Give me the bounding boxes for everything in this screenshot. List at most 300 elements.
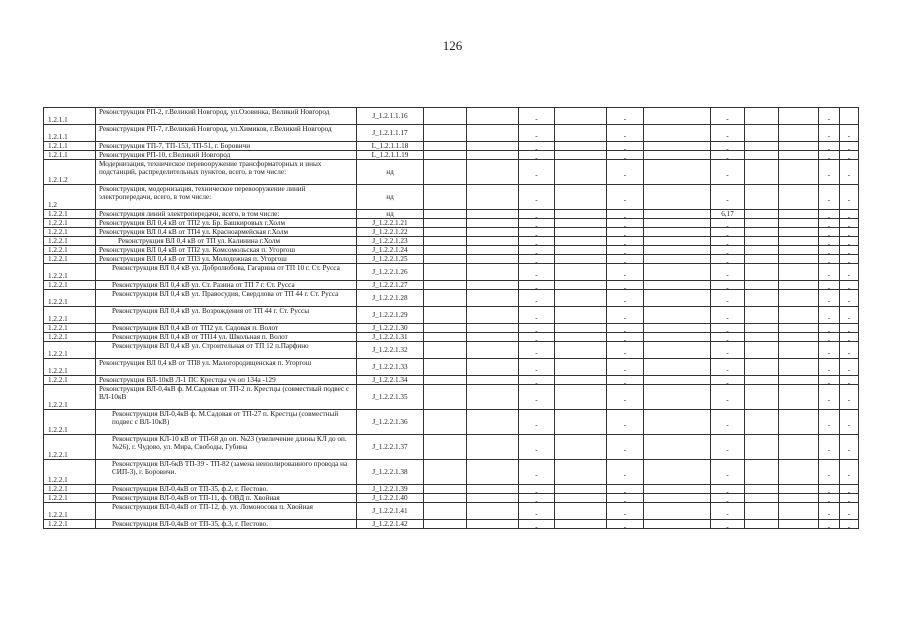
value-cell — [555, 307, 607, 324]
value-cell — [745, 108, 779, 125]
value-cell — [424, 228, 467, 237]
cell-value: - — [535, 523, 538, 529]
value-cell — [607, 108, 644, 125]
cell-value: - — [847, 171, 851, 179]
value-cell — [424, 125, 467, 142]
value-cell — [424, 290, 467, 307]
cell-value: - — [535, 258, 538, 264]
row-id: J_1.2.2.1.35 — [357, 385, 424, 410]
value-cell — [467, 485, 519, 494]
table-row — [44, 385, 859, 410]
value-cell — [467, 237, 519, 246]
row-code: 1.2.2.1 — [44, 485, 96, 494]
row-name: Реконструкция ВЛ 0,4 кВ ул. Добролюбова, Гагарина от ТП 10 г. Ст. Русса — [96, 264, 357, 281]
value-cell — [745, 125, 779, 142]
table-row — [44, 290, 859, 307]
value-cell — [467, 160, 519, 185]
value-cell — [644, 485, 711, 494]
cell-value: - — [623, 336, 627, 342]
cell-value: - — [623, 314, 627, 322]
value-cell — [644, 520, 711, 529]
value-cell — [555, 255, 607, 264]
cell-value: - — [827, 145, 831, 151]
value-cell — [745, 385, 779, 410]
cell-value: - — [535, 171, 538, 179]
value-cell — [644, 281, 711, 290]
value-cell — [424, 160, 467, 185]
value-cell — [607, 385, 644, 410]
cell-value: - — [726, 421, 729, 429]
value-cell — [555, 281, 607, 290]
value-cell — [840, 237, 859, 246]
cell-value: - — [623, 284, 627, 290]
value-cell — [644, 460, 711, 485]
value-cell — [779, 435, 819, 460]
value-cell — [745, 333, 779, 342]
value-cell — [745, 410, 779, 435]
row-id: J_1.2.2.1.28 — [357, 290, 424, 307]
value-cell — [467, 324, 519, 333]
row-code: 1.2.2.1 — [44, 359, 96, 376]
value-cell — [745, 460, 779, 485]
row-name: Реконструкция ВЛ-0,4кВ от ТП-35, ф.3, г. Пестово. — [96, 520, 357, 529]
cell-value: - — [847, 366, 851, 374]
row-name: Реконструкция ВЛ 0,4 кВ от ТП8 ул. Малогородищенская п. Угоргош — [96, 359, 357, 376]
cell-value: - — [623, 240, 627, 246]
row-id: нд — [357, 185, 424, 210]
value-cell — [819, 307, 840, 324]
table-row — [44, 219, 859, 228]
value-cell — [467, 185, 519, 210]
value-cell — [607, 246, 644, 255]
cell-value: - — [827, 213, 831, 219]
value-cell — [519, 520, 555, 529]
value-cell — [711, 485, 745, 494]
value-cell — [519, 485, 555, 494]
table-row — [44, 228, 859, 237]
cell-value: - — [726, 314, 729, 322]
row-id: J_1.2.2.1.24 — [357, 246, 424, 255]
row-code: 1.2.2.1 — [44, 210, 96, 219]
cell-value: - — [726, 446, 729, 454]
value-cell — [555, 333, 607, 342]
value-cell — [555, 385, 607, 410]
value-cell — [467, 307, 519, 324]
value-cell — [779, 255, 819, 264]
value-cell — [779, 410, 819, 435]
value-cell — [467, 255, 519, 264]
value-cell — [607, 324, 644, 333]
cell-value: - — [535, 497, 538, 503]
value-cell — [745, 376, 779, 385]
cell-value: - — [847, 510, 851, 518]
value-cell — [467, 410, 519, 435]
cell-value: - — [847, 471, 851, 479]
value-cell — [555, 494, 607, 503]
value-cell — [745, 281, 779, 290]
cell-value: - — [847, 446, 851, 454]
value-cell — [819, 376, 840, 385]
value-cell — [819, 108, 840, 125]
value-cell — [819, 342, 840, 359]
cell-value: - — [827, 471, 831, 479]
value-cell — [745, 494, 779, 503]
row-name: Реконструкция линий электропередачи, всего, в том числе: — [96, 210, 357, 219]
value-cell — [644, 219, 711, 228]
value-cell — [519, 255, 555, 264]
row-name: Реконструкция ВЛ-0,4кВ от ТП-35, ф.2, г. Пестово. — [96, 485, 357, 494]
cell-value: - — [535, 349, 538, 357]
row-name: Реконструкция ВЛ-6кВ ТП-39 - ТП-82 (замена неизолированного провода на СИП-3), г. Боровичи. — [96, 460, 357, 485]
value-cell — [840, 281, 859, 290]
row-code: 1.2.2.1 — [44, 255, 96, 264]
cell-value: - — [726, 271, 729, 279]
value-cell — [424, 385, 467, 410]
value-cell — [607, 255, 644, 264]
value-cell — [745, 324, 779, 333]
value-cell — [607, 151, 644, 160]
value-cell — [644, 333, 711, 342]
value-cell — [424, 324, 467, 333]
value-cell — [607, 142, 644, 151]
cell-value: 6,17 — [721, 210, 734, 218]
value-cell — [779, 385, 819, 410]
row-id: J_1.2.2.1.25 — [357, 255, 424, 264]
value-cell — [424, 359, 467, 376]
value-cell — [711, 307, 745, 324]
value-cell — [840, 385, 859, 410]
value-cell — [819, 520, 840, 529]
value-cell — [644, 142, 711, 151]
cell-value: - — [827, 421, 831, 429]
value-cell — [644, 307, 711, 324]
row-name: Модернизация, техническое перевооружение трансформаторных и иных подстанций, распределительных пунктов, всего, в том числе: — [96, 160, 357, 185]
value-cell — [519, 160, 555, 185]
value-cell — [644, 185, 711, 210]
row-code: 1.2.2.1 — [44, 281, 96, 290]
row-code: 1.2.2.1 — [44, 264, 96, 281]
value-cell — [819, 494, 840, 503]
row-name: Реконструкция ВЛ 0,4 кВ от ТП14 ул. Школьная п. Волот — [96, 333, 357, 342]
value-cell — [519, 228, 555, 237]
table-row — [44, 503, 859, 520]
value-cell — [779, 210, 819, 219]
value-cell — [644, 108, 711, 125]
value-cell — [819, 160, 840, 185]
value-cell — [745, 435, 779, 460]
value-cell — [779, 342, 819, 359]
table-row — [44, 151, 859, 160]
value-cell — [519, 185, 555, 210]
value-cell — [519, 435, 555, 460]
value-cell — [745, 237, 779, 246]
value-cell — [467, 219, 519, 228]
row-id: L_1.2.1.1.18 — [357, 142, 424, 151]
value-cell — [745, 151, 779, 160]
value-cell — [424, 237, 467, 246]
value-cell — [519, 281, 555, 290]
cell-value: - — [535, 396, 538, 404]
row-code: 1.2.1.1 — [44, 108, 96, 125]
value-cell — [607, 460, 644, 485]
table-row — [44, 185, 859, 210]
value-cell — [607, 210, 644, 219]
value-cell — [555, 410, 607, 435]
table-row — [44, 324, 859, 333]
row-code: 1.2.1.1 — [44, 151, 96, 160]
value-cell — [519, 210, 555, 219]
row-id: J_1.2.2.1.22 — [357, 228, 424, 237]
value-cell — [424, 246, 467, 255]
value-cell — [467, 142, 519, 151]
value-cell — [607, 125, 644, 142]
cell-value: - — [847, 154, 851, 160]
value-cell — [745, 160, 779, 185]
row-code: 1.2.2.1 — [44, 228, 96, 237]
cell-value: - — [726, 249, 729, 255]
row-id: J_1.2.2.1.30 — [357, 324, 424, 333]
cell-value: - — [623, 497, 627, 503]
cell-value: - — [827, 231, 831, 237]
cell-value: - — [726, 336, 729, 342]
value-cell — [519, 324, 555, 333]
cell-value: - — [535, 196, 538, 204]
cell-value: - — [827, 284, 831, 290]
cell-value: - — [535, 379, 538, 385]
value-cell — [519, 307, 555, 324]
value-cell — [711, 520, 745, 529]
cell-value: - — [535, 471, 538, 479]
cell-value: - — [535, 240, 538, 246]
value-cell — [711, 246, 745, 255]
row-code: 1.2.2.1 — [44, 494, 96, 503]
value-cell — [467, 125, 519, 142]
value-cell — [745, 219, 779, 228]
value-cell — [745, 520, 779, 529]
value-cell — [711, 460, 745, 485]
cell-value: - — [827, 115, 831, 123]
value-cell — [467, 494, 519, 503]
value-cell — [519, 125, 555, 142]
row-name: Реконструкция, модернизация, техническое перевооружение линий электропередачи, всего, в том числе: — [96, 185, 357, 210]
cell-value: - — [827, 222, 831, 228]
row-id: нд — [357, 160, 424, 185]
value-cell — [711, 359, 745, 376]
value-cell — [840, 210, 859, 219]
value-cell — [424, 520, 467, 529]
row-id: J_1.2.2.1.27 — [357, 281, 424, 290]
cell-value: - — [827, 488, 831, 494]
value-cell — [467, 151, 519, 160]
value-cell — [467, 210, 519, 219]
value-cell — [840, 460, 859, 485]
value-cell — [711, 376, 745, 385]
value-cell — [711, 333, 745, 342]
table-row — [44, 246, 859, 255]
value-cell — [467, 228, 519, 237]
value-cell — [607, 160, 644, 185]
value-cell — [467, 264, 519, 281]
value-cell — [607, 333, 644, 342]
value-cell — [840, 333, 859, 342]
value-cell — [819, 503, 840, 520]
row-code: 1.2.2.1 — [44, 324, 96, 333]
cell-value: - — [535, 249, 538, 255]
value-cell — [779, 185, 819, 210]
table-row — [44, 281, 859, 290]
value-cell — [711, 210, 745, 219]
cell-value: - — [726, 171, 729, 179]
value-cell — [644, 228, 711, 237]
value-cell — [424, 333, 467, 342]
cell-value: - — [623, 258, 627, 264]
value-cell — [779, 264, 819, 281]
cell-value: - — [847, 379, 851, 385]
row-id: J_1.2.2.1.29 — [357, 307, 424, 324]
value-cell — [555, 376, 607, 385]
value-cell — [424, 503, 467, 520]
value-cell — [819, 219, 840, 228]
value-cell — [840, 185, 859, 210]
value-cell — [779, 228, 819, 237]
cell-value: - — [827, 510, 831, 518]
cell-value: - — [726, 297, 729, 305]
cell-value: - — [827, 396, 831, 404]
row-code: 1.2.1.1 — [44, 125, 96, 142]
cell-value: - — [726, 379, 729, 385]
cell-value: - — [847, 523, 851, 529]
value-cell — [555, 324, 607, 333]
table-row — [44, 210, 859, 219]
value-cell — [644, 290, 711, 307]
value-cell — [644, 264, 711, 281]
row-id: нд — [357, 210, 424, 219]
value-cell — [424, 142, 467, 151]
cell-value: - — [623, 421, 627, 429]
row-name: Реконструкция ВЛ 0,4 кВ от ТП2 ул. Садовая п. Волот — [96, 324, 357, 333]
value-cell — [555, 185, 607, 210]
cell-value: - — [847, 196, 851, 204]
cell-value: - — [623, 297, 627, 305]
row-code: 1.2.2.1 — [44, 290, 96, 307]
value-cell — [779, 376, 819, 385]
value-cell — [711, 264, 745, 281]
row-code: 1.2.1.2 — [44, 160, 96, 185]
cell-value: - — [847, 231, 851, 237]
value-cell — [467, 290, 519, 307]
value-cell — [467, 342, 519, 359]
value-cell — [519, 494, 555, 503]
value-cell — [519, 503, 555, 520]
value-cell — [644, 160, 711, 185]
value-cell — [779, 160, 819, 185]
cell-value: - — [726, 132, 729, 140]
cell-value: - — [535, 366, 538, 374]
cell-value: - — [623, 366, 627, 374]
value-cell — [555, 108, 607, 125]
table-row — [44, 160, 859, 185]
cell-value: - — [847, 284, 851, 290]
cell-value: - — [726, 366, 729, 374]
value-cell — [519, 264, 555, 281]
cell-value: - — [847, 497, 851, 503]
value-cell — [745, 246, 779, 255]
data-table — [43, 107, 859, 529]
value-cell — [711, 281, 745, 290]
value-cell — [711, 342, 745, 359]
cell-value: - — [847, 240, 851, 246]
value-cell — [555, 151, 607, 160]
value-cell — [819, 185, 840, 210]
value-cell — [555, 460, 607, 485]
value-cell — [644, 376, 711, 385]
row-code: 1.2.2.1 — [44, 385, 96, 410]
value-cell — [424, 485, 467, 494]
value-cell — [819, 281, 840, 290]
cell-value: - — [726, 240, 729, 246]
value-cell — [555, 359, 607, 376]
table-row — [44, 460, 859, 485]
value-cell — [819, 125, 840, 142]
cell-value: - — [847, 488, 851, 494]
value-cell — [555, 290, 607, 307]
value-cell — [424, 185, 467, 210]
value-cell — [840, 219, 859, 228]
cell-value: - — [726, 497, 729, 503]
value-cell — [424, 264, 467, 281]
value-cell — [779, 219, 819, 228]
cell-value: - — [726, 471, 729, 479]
cell-value: - — [623, 396, 627, 404]
value-cell — [779, 494, 819, 503]
cell-value: - — [623, 154, 627, 160]
value-cell — [711, 410, 745, 435]
cell-value: - — [847, 297, 851, 305]
cell-value: - — [827, 249, 831, 255]
value-cell — [424, 108, 467, 125]
row-id: J_1.2.2.1.33 — [357, 359, 424, 376]
value-cell — [745, 290, 779, 307]
value-cell — [555, 219, 607, 228]
cell-value: - — [535, 154, 538, 160]
row-code: 1.2.2.1 — [44, 376, 96, 385]
value-cell — [840, 503, 859, 520]
value-cell — [644, 342, 711, 359]
value-cell — [779, 151, 819, 160]
value-cell — [607, 228, 644, 237]
value-cell — [819, 237, 840, 246]
table-row — [44, 485, 859, 494]
value-cell — [819, 359, 840, 376]
cell-value: - — [847, 421, 851, 429]
value-cell — [467, 246, 519, 255]
table-row — [44, 237, 859, 246]
row-id: J_1.2.2.1.42 — [357, 520, 424, 529]
cell-value: - — [535, 284, 538, 290]
cell-value: - — [827, 446, 831, 454]
value-cell — [644, 410, 711, 435]
cell-value: - — [827, 240, 831, 246]
row-code: 1.2.2.1 — [44, 460, 96, 485]
row-id: J_1.2.2.1.39 — [357, 485, 424, 494]
value-cell — [840, 228, 859, 237]
value-cell — [745, 359, 779, 376]
cell-value: - — [535, 271, 538, 279]
cell-value: - — [827, 314, 831, 322]
value-cell — [711, 324, 745, 333]
row-name: Реконструкция ВЛ 0,4 кВ ул. Строительная от ТП 12 п.Парфино — [96, 342, 357, 359]
cell-value: - — [623, 379, 627, 385]
